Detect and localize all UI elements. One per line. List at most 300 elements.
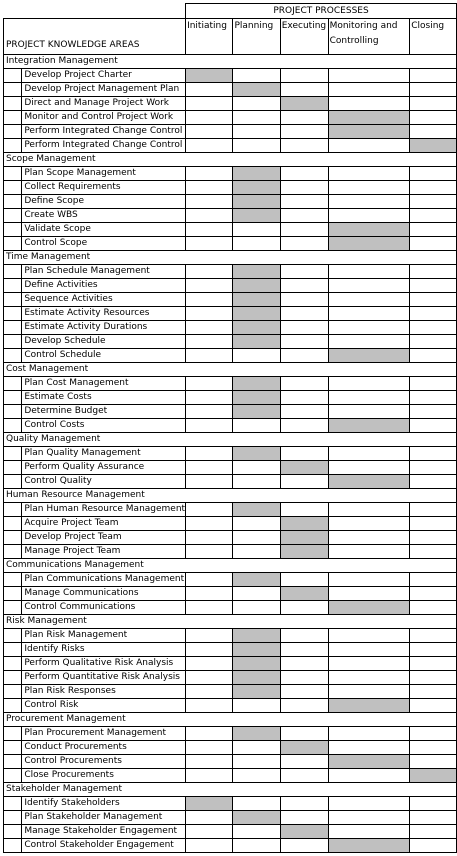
empty-cell: [280, 657, 328, 671]
empty-cell: [410, 517, 457, 531]
process-row: [4, 531, 457, 545]
process-row: [4, 503, 457, 517]
empty-cell: [328, 377, 410, 391]
process-name: Direct and Manage Project Work: [22, 97, 186, 111]
empty-cell: [410, 755, 457, 769]
row-indent: [4, 461, 22, 475]
process-row: [4, 517, 457, 531]
empty-cell: [328, 391, 410, 405]
empty-cell: [280, 685, 328, 699]
empty-cell: [328, 139, 410, 153]
knowledge-area-label: Human Resource Management: [4, 489, 457, 503]
empty-cell: [328, 797, 410, 811]
process-row: [4, 741, 457, 755]
empty-cell: [410, 195, 457, 209]
knowledge-area-label: Scope Management: [4, 153, 457, 167]
empty-cell: [186, 601, 233, 615]
empty-cell: [280, 671, 328, 685]
empty-cell: [186, 727, 233, 741]
row-indent: [4, 419, 22, 433]
empty-cell: [410, 531, 457, 545]
empty-cell: [280, 769, 328, 783]
empty-cell: [233, 349, 280, 363]
empty-cell: [280, 475, 328, 489]
row-indent: [4, 475, 22, 489]
empty-cell: [186, 839, 233, 853]
empty-cell: [280, 629, 328, 643]
empty-cell: [186, 237, 233, 251]
empty-cell: [233, 769, 280, 783]
table-header: [4, 4, 457, 55]
empty-cell: [233, 475, 280, 489]
phase-marker-cell: [233, 391, 280, 405]
empty-cell: [328, 671, 410, 685]
empty-cell: [186, 391, 233, 405]
empty-cell: [186, 517, 233, 531]
phase-marker-cell: [233, 265, 280, 279]
process-row: [4, 209, 457, 223]
empty-cell: [410, 377, 457, 391]
empty-cell: [186, 657, 233, 671]
empty-cell: [328, 97, 410, 111]
process-name: Identify Risks: [22, 643, 186, 657]
empty-cell: [233, 531, 280, 545]
empty-cell: [186, 307, 233, 321]
empty-cell: [280, 573, 328, 587]
phase-marker-cell: [328, 419, 410, 433]
knowledge-area-row: [4, 713, 457, 727]
empty-cell: [233, 419, 280, 433]
empty-cell: [186, 111, 233, 125]
empty-cell: [410, 391, 457, 405]
process-name: Control Communications: [22, 601, 186, 615]
empty-cell: [328, 321, 410, 335]
process-name: Control Schedule: [22, 349, 186, 363]
knowledge-area-row: [4, 251, 457, 265]
process-row: [4, 643, 457, 657]
process-row: [4, 447, 457, 461]
row-indent: [4, 517, 22, 531]
empty-cell: [328, 293, 410, 307]
process-row: [4, 321, 457, 335]
empty-cell: [233, 517, 280, 531]
row-indent: [4, 839, 22, 853]
empty-cell: [328, 573, 410, 587]
process-row: [4, 377, 457, 391]
empty-cell: [233, 587, 280, 601]
empty-cell: [186, 643, 233, 657]
empty-cell: [233, 601, 280, 615]
empty-cell: [328, 405, 410, 419]
empty-cell: [410, 503, 457, 517]
empty-cell: [410, 223, 457, 237]
phase-marker-cell: [328, 839, 410, 853]
empty-cell: [280, 755, 328, 769]
empty-cell: [328, 517, 410, 531]
empty-cell: [328, 811, 410, 825]
empty-cell: [280, 727, 328, 741]
empty-cell: [280, 503, 328, 517]
phase-marker-cell: [233, 629, 280, 643]
empty-cell: [410, 405, 457, 419]
row-indent: [4, 181, 22, 195]
knowledge-area-label: Time Management: [4, 251, 457, 265]
empty-cell: [280, 237, 328, 251]
row-indent: [4, 83, 22, 97]
process-name: Plan Scope Management: [22, 167, 186, 181]
row-indent: [4, 139, 22, 153]
row-indent: [4, 293, 22, 307]
empty-cell: [186, 461, 233, 475]
phase-marker-cell: [280, 531, 328, 545]
row-indent: [4, 601, 22, 615]
row-indent: [4, 335, 22, 349]
process-row: [4, 307, 457, 321]
process-name: Define Scope: [22, 195, 186, 209]
empty-cell: [186, 223, 233, 237]
row-indent: [4, 405, 22, 419]
empty-cell: [280, 643, 328, 657]
process-name: Validate Scope: [22, 223, 186, 237]
empty-cell: [328, 209, 410, 223]
empty-cell: [410, 447, 457, 461]
empty-cell: [410, 167, 457, 181]
empty-cell: [233, 741, 280, 755]
empty-cell: [280, 111, 328, 125]
phase-marker-cell: [186, 797, 233, 811]
process-row: [4, 727, 457, 741]
empty-cell: [328, 503, 410, 517]
phase-marker-cell: [328, 237, 410, 251]
empty-cell: [328, 825, 410, 839]
phase-marker-cell: [280, 461, 328, 475]
row-indent: [4, 307, 22, 321]
empty-cell: [410, 293, 457, 307]
empty-cell: [186, 671, 233, 685]
process-row: [4, 125, 457, 139]
empty-cell: [410, 475, 457, 489]
empty-cell: [233, 839, 280, 853]
process-name: Acquire Project Team: [22, 517, 186, 531]
row-indent: [4, 223, 22, 237]
empty-cell: [280, 139, 328, 153]
empty-cell: [186, 405, 233, 419]
knowledge-area-row: [4, 489, 457, 503]
process-name: Perform Qualitative Risk Analysis: [22, 657, 186, 671]
empty-cell: [280, 839, 328, 853]
empty-cell: [186, 265, 233, 279]
phase-marker-cell: [233, 671, 280, 685]
empty-cell: [186, 685, 233, 699]
empty-cell: [410, 321, 457, 335]
process-row: [4, 335, 457, 349]
process-name: Perform Integrated Change Control: [22, 139, 186, 153]
phase-marker-cell: [233, 181, 280, 195]
empty-cell: [186, 293, 233, 307]
empty-cell: [328, 727, 410, 741]
empty-cell: [186, 545, 233, 559]
empty-cell: [410, 265, 457, 279]
empty-cell: [186, 587, 233, 601]
process-row: [4, 167, 457, 181]
phase-marker-cell: [233, 209, 280, 223]
process-name: Develop Project Team: [22, 531, 186, 545]
row-indent: [4, 531, 22, 545]
empty-cell: [410, 741, 457, 755]
row-indent: [4, 657, 22, 671]
process-row: [4, 573, 457, 587]
process-name: Control Scope: [22, 237, 186, 251]
row-indent: [4, 265, 22, 279]
phase-marker-cell: [233, 573, 280, 587]
empty-cell: [280, 601, 328, 615]
phase-marker-cell: [233, 503, 280, 517]
process-row: [4, 825, 457, 839]
empty-cell: [410, 587, 457, 601]
empty-cell: [233, 545, 280, 559]
empty-cell: [233, 825, 280, 839]
empty-cell: [410, 699, 457, 713]
knowledge-areas-heading: PROJECT KNOWLEDGE AREAS: [4, 19, 186, 55]
empty-cell: [186, 321, 233, 335]
empty-cell: [410, 657, 457, 671]
row-indent: [4, 97, 22, 111]
process-row: [4, 223, 457, 237]
empty-cell: [186, 503, 233, 517]
phase-marker-cell: [233, 321, 280, 335]
empty-cell: [280, 265, 328, 279]
empty-cell: [328, 69, 410, 83]
phase-marker-cell: [233, 377, 280, 391]
phase-marker-cell: [328, 699, 410, 713]
process-name: Sequence Activities: [22, 293, 186, 307]
process-row: [4, 391, 457, 405]
phase-monitoring-controlling: Monitoring and Controlling: [328, 19, 410, 55]
process-row: [4, 797, 457, 811]
empty-cell: [328, 741, 410, 755]
process-name: Plan Schedule Management: [22, 265, 186, 279]
empty-cell: [186, 279, 233, 293]
empty-cell: [410, 839, 457, 853]
row-indent: [4, 195, 22, 209]
empty-cell: [280, 349, 328, 363]
knowledge-area-row: [4, 363, 457, 377]
knowledge-area-label: Stakeholder Management: [4, 783, 457, 797]
empty-cell: [328, 279, 410, 293]
empty-cell: [280, 335, 328, 349]
phase-marker-cell: [280, 587, 328, 601]
empty-cell: [410, 671, 457, 685]
row-indent: [4, 573, 22, 587]
process-name: Plan Stakeholder Management: [22, 811, 186, 825]
process-name: Define Activities: [22, 279, 186, 293]
process-name: Conduct Procurements: [22, 741, 186, 755]
process-name: Estimate Activity Resources: [22, 307, 186, 321]
process-row: [4, 601, 457, 615]
knowledge-area-row: [4, 783, 457, 797]
empty-cell: [186, 181, 233, 195]
process-name: Identify Stakeholders: [22, 797, 186, 811]
phase-marker-cell: [328, 349, 410, 363]
empty-cell: [410, 209, 457, 223]
empty-cell: [410, 727, 457, 741]
process-row: [4, 699, 457, 713]
empty-cell: [233, 97, 280, 111]
phase-marker-cell: [233, 83, 280, 97]
knowledge-area-label: Integration Management: [4, 55, 457, 69]
empty-cell: [328, 545, 410, 559]
phase-marker-cell: [410, 139, 457, 153]
empty-cell: [328, 769, 410, 783]
empty-cell: [186, 377, 233, 391]
empty-cell: [233, 699, 280, 713]
phase-marker-cell: [233, 643, 280, 657]
row-indent: [4, 811, 22, 825]
phase-executing: Executing: [280, 19, 328, 55]
knowledge-area-row: [4, 615, 457, 629]
empty-cell: [233, 797, 280, 811]
process-row: [4, 111, 457, 125]
empty-cell: [410, 307, 457, 321]
phase-marker-cell: [186, 69, 233, 83]
empty-cell: [186, 825, 233, 839]
knowledge-area-label: Risk Management: [4, 615, 457, 629]
empty-cell: [186, 97, 233, 111]
empty-cell: [410, 811, 457, 825]
empty-cell: [280, 419, 328, 433]
empty-cell: [233, 111, 280, 125]
empty-cell: [410, 125, 457, 139]
process-row: [4, 755, 457, 769]
empty-cell: [280, 797, 328, 811]
empty-cell: [280, 321, 328, 335]
row-indent: [4, 237, 22, 251]
process-name: Control Procurements: [22, 755, 186, 769]
empty-cell: [186, 195, 233, 209]
row-indent: [4, 699, 22, 713]
process-row: [4, 419, 457, 433]
process-name: Manage Project Team: [22, 545, 186, 559]
row-indent: [4, 629, 22, 643]
row-indent: [4, 685, 22, 699]
phase-marker-cell: [410, 769, 457, 783]
process-row: [4, 279, 457, 293]
process-row: [4, 265, 457, 279]
empty-cell: [186, 335, 233, 349]
phase-marker-cell: [233, 307, 280, 321]
phase-marker-cell: [280, 741, 328, 755]
process-row: [4, 181, 457, 195]
empty-cell: [280, 279, 328, 293]
process-row: [4, 657, 457, 671]
empty-cell: [186, 811, 233, 825]
process-row: [4, 237, 457, 251]
process-name: Manage Communications: [22, 587, 186, 601]
empty-cell: [186, 573, 233, 587]
process-row: [4, 139, 457, 153]
empty-cell: [328, 335, 410, 349]
process-name: Plan Cost Management: [22, 377, 186, 391]
row-indent: [4, 391, 22, 405]
empty-cell: [410, 69, 457, 83]
empty-cell: [280, 307, 328, 321]
phase-marker-cell: [233, 811, 280, 825]
phase-marker-cell: [280, 545, 328, 559]
empty-cell: [410, 797, 457, 811]
process-name: Plan Risk Responses: [22, 685, 186, 699]
phase-marker-cell: [328, 755, 410, 769]
empty-cell: [328, 629, 410, 643]
process-row: [4, 195, 457, 209]
empty-cell: [186, 209, 233, 223]
empty-cell: [233, 461, 280, 475]
phase-marker-cell: [328, 125, 410, 139]
phase-marker-cell: [328, 111, 410, 125]
empty-cell: [328, 307, 410, 321]
empty-cell: [328, 83, 410, 97]
knowledge-area-row: [4, 55, 457, 69]
empty-cell: [280, 377, 328, 391]
row-indent: [4, 279, 22, 293]
empty-cell: [280, 125, 328, 139]
process-name: Plan Communications Management: [22, 573, 186, 587]
empty-cell: [410, 825, 457, 839]
empty-cell: [410, 335, 457, 349]
row-indent: [4, 321, 22, 335]
empty-cell: [280, 447, 328, 461]
process-name: Manage Stakeholder Engagement: [22, 825, 186, 839]
empty-cell: [280, 167, 328, 181]
empty-cell: [186, 475, 233, 489]
process-name: Control Stakeholder Engagement: [22, 839, 186, 853]
empty-cell: [186, 447, 233, 461]
process-row: [4, 811, 457, 825]
phase-marker-cell: [233, 685, 280, 699]
empty-cell: [328, 167, 410, 181]
process-name: Plan Quality Management: [22, 447, 186, 461]
empty-cell: [410, 685, 457, 699]
empty-cell: [410, 545, 457, 559]
empty-cell: [410, 573, 457, 587]
empty-cell: [328, 587, 410, 601]
process-row: [4, 97, 457, 111]
row-indent: [4, 167, 22, 181]
empty-cell: [186, 755, 233, 769]
knowledge-area-row: [4, 559, 457, 573]
empty-cell: [233, 223, 280, 237]
row-indent: [4, 671, 22, 685]
empty-cell: [186, 769, 233, 783]
phase-marker-cell: [233, 727, 280, 741]
row-indent: [4, 825, 22, 839]
empty-cell: [328, 447, 410, 461]
row-indent: [4, 447, 22, 461]
empty-cell: [410, 111, 457, 125]
empty-cell: [410, 237, 457, 251]
empty-cell: [410, 461, 457, 475]
project-processes-heading: PROJECT PROCESSES: [186, 4, 457, 19]
empty-cell: [280, 405, 328, 419]
row-indent: [4, 741, 22, 755]
empty-cell: [328, 461, 410, 475]
process-name: Control Quality: [22, 475, 186, 489]
process-row: [4, 685, 457, 699]
process-name: Estimate Costs: [22, 391, 186, 405]
process-name: Plan Human Resource Management: [22, 503, 186, 517]
empty-cell: [280, 83, 328, 97]
empty-cell: [410, 181, 457, 195]
process-row: [4, 839, 457, 853]
